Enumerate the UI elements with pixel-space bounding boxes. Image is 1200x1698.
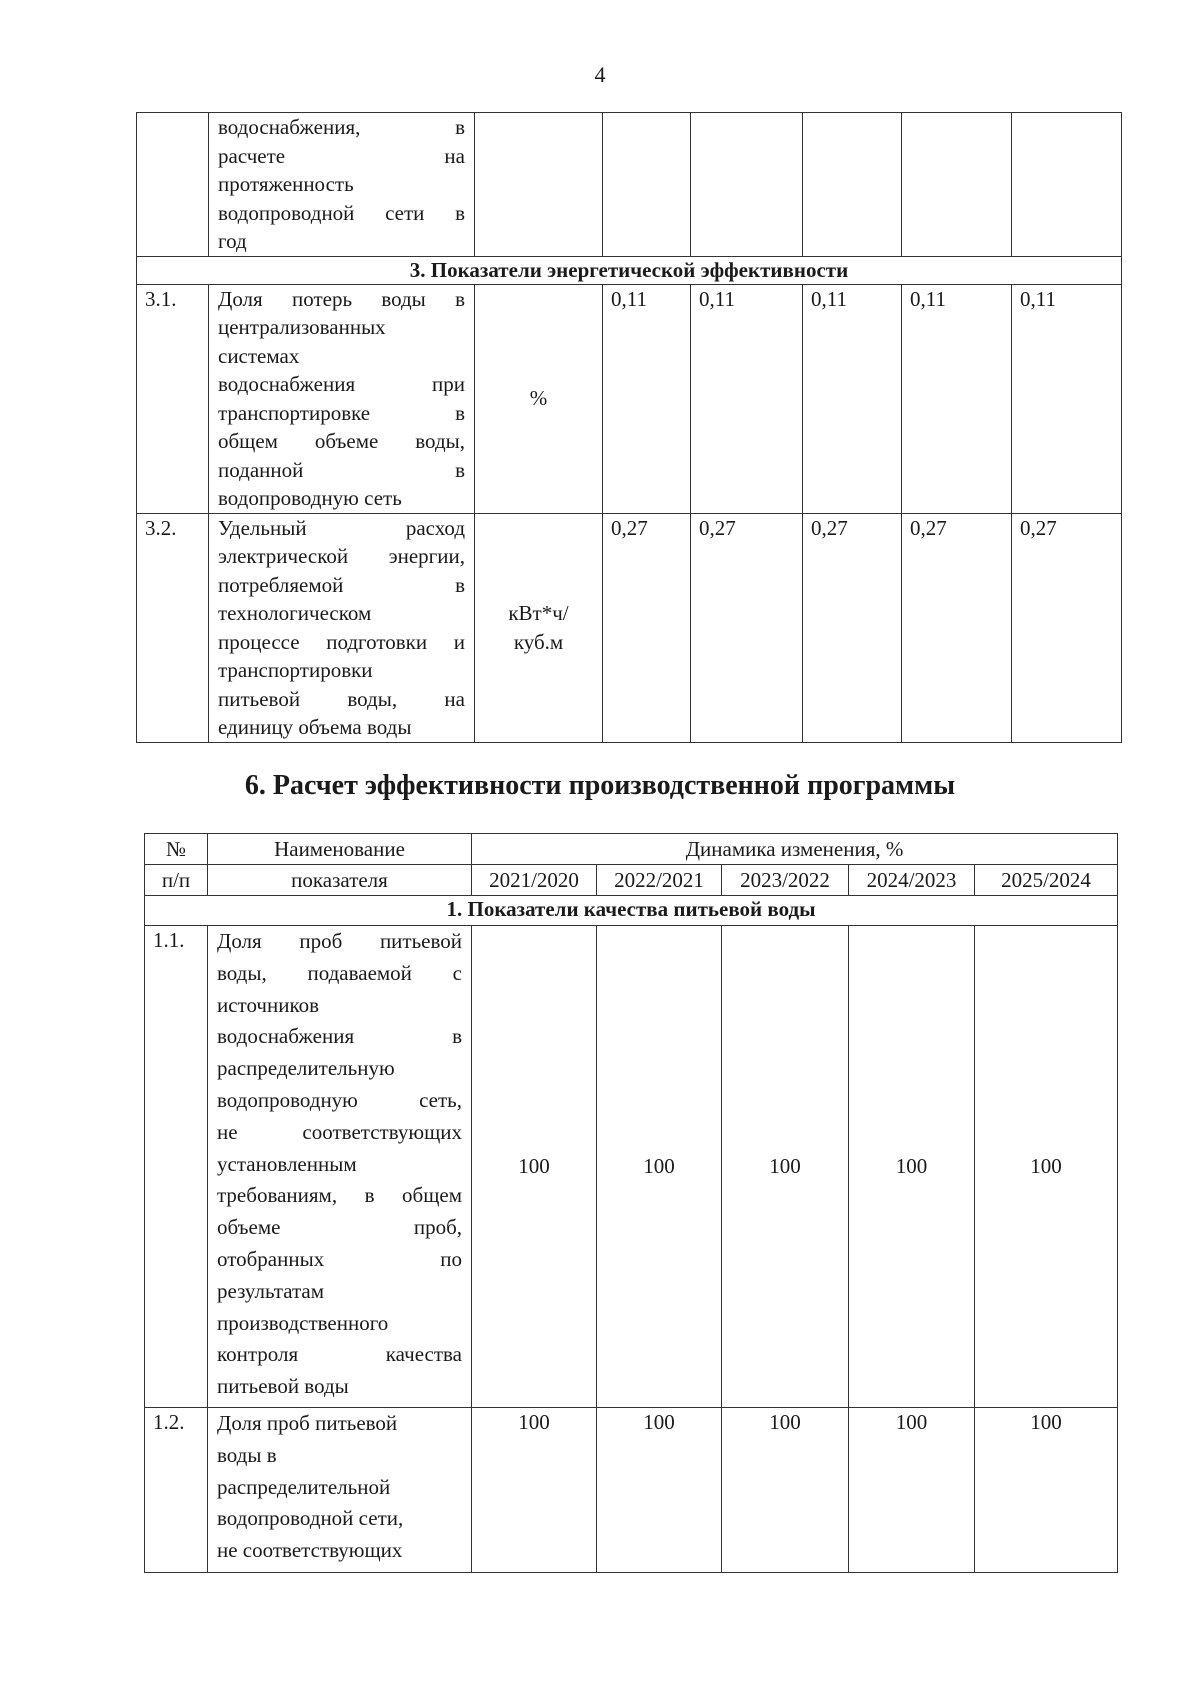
section-heading: 6. Расчет эффективности производственной программы (244, 770, 956, 801)
table-row (145, 926, 1118, 1408)
indicator-name-line: расчете на (218, 143, 465, 168)
indicator-name-cell (209, 513, 475, 742)
indicator-name-line: централизованных (218, 315, 386, 339)
indicator-name-line: Доля проб питьевой (217, 1411, 398, 1435)
value-cell: 100 (722, 926, 849, 1408)
year-header: 2022/2021 (597, 865, 722, 896)
value-cell: 100 (975, 1408, 1118, 1573)
indicator-name-line: поданной в (218, 457, 465, 482)
indicator-name-line: Удельный расход (218, 515, 465, 540)
indicator-name-line: водопроводную сеть (218, 486, 402, 510)
indicator-name-line: водопроводной сети, (217, 1506, 404, 1531)
indicator-name-cell (209, 113, 475, 257)
indicator-name-line: контроля качества (217, 1342, 462, 1367)
year-header: 2021/2020 (472, 865, 597, 896)
section-title: 1. Показатели качества питьевой воды (145, 896, 1118, 926)
indicator-name-line: воды, подаваемой с (217, 960, 462, 985)
indicator-name-line: электрической энергии, (218, 544, 465, 568)
num-header-line1: № (145, 834, 208, 865)
indicator-name-line: не соответствующих (217, 1119, 462, 1144)
indicator-name-line: источников (217, 992, 320, 1017)
indicator-name-line: Доля потерь воды в (218, 286, 465, 311)
indicator-name-line: требованиям, в общем (217, 1183, 462, 1208)
indicator-name-line: производственного (217, 1310, 389, 1335)
unit-line: кВт*ч/ (508, 601, 569, 625)
indicator-name-line: процессе подготовки и (218, 629, 465, 654)
indicator-name-cell (208, 926, 472, 1408)
table-row (137, 113, 1122, 257)
indicator-name-line: водопроводной сети в (218, 200, 465, 225)
value-cell: 100 (975, 926, 1118, 1408)
name-header-line2: показателя (208, 865, 472, 896)
indicator-name-line: транспортировке в (218, 400, 465, 425)
section-row (137, 256, 1122, 284)
value-cell: 0,27 (902, 513, 1012, 742)
year-header: 2025/2024 (975, 865, 1118, 896)
indicator-name-line: распределительной (217, 1474, 391, 1499)
indicators-table-continued (136, 112, 1122, 743)
value-cell: 0,27 (603, 513, 691, 742)
unit-cell (475, 513, 603, 742)
indicator-name-line: протяженность (218, 172, 354, 196)
indicator-name-line: не соответствующих (217, 1538, 403, 1563)
page-number: 4 (594, 62, 606, 87)
table-row (145, 1408, 1118, 1573)
value-cell: 0,27 (691, 513, 803, 742)
indicator-name-line: питьевой воды, на (218, 686, 465, 711)
dynamics-header: Динамика изменения, % (472, 834, 1118, 865)
row-number: 3.1. (137, 284, 209, 513)
indicator-name-line: технологическом (218, 601, 372, 625)
value-cell: 100 (597, 926, 722, 1408)
indicator-name-line: транспортировки (218, 658, 373, 682)
indicator-name-line: питьевой воды (217, 1374, 349, 1399)
value-cell: 100 (849, 926, 975, 1408)
header-row (145, 834, 1118, 865)
value-cell: 100 (849, 1408, 975, 1573)
header-row (145, 865, 1118, 896)
indicator-name-line: общем объеме воды, (218, 429, 465, 453)
indicator-name-cell (209, 284, 475, 513)
indicator-name-line: установленным (217, 1151, 357, 1176)
indicator-name-line: Доля проб питьевой (217, 929, 462, 953)
value-cell: 100 (472, 1408, 597, 1573)
table-row (137, 284, 1122, 513)
value-cell: 0,11 (1012, 284, 1122, 513)
indicator-name-line: год (218, 229, 247, 253)
value-cell: 0,11 (902, 284, 1012, 513)
unit-line: куб.м (513, 629, 564, 654)
value-cell: 0,11 (691, 284, 803, 513)
indicator-name-line: отобранных по (217, 1246, 462, 1271)
efficiency-table (144, 833, 1118, 1573)
indicator-name-line: водоснабжения в (217, 1024, 462, 1049)
year-header: 2023/2022 (722, 865, 849, 896)
row-number: 1.2. (145, 1408, 208, 1573)
indicator-name-line: водоснабжения, в (218, 115, 465, 139)
value-cell: 100 (472, 926, 597, 1408)
indicator-name-line: единицу объема воды (218, 715, 412, 739)
value-cell: 0,11 (603, 284, 691, 513)
indicator-name-line: объеме проб, (217, 1215, 462, 1240)
value-cell: 0,11 (803, 284, 902, 513)
row-number: 1.1. (145, 926, 208, 1408)
indicator-name-line: результатам (217, 1278, 325, 1303)
section-title: 3. Показатели энергетической эффективности (137, 256, 1122, 284)
unit-cell: % (475, 284, 603, 513)
indicator-name-cell (208, 1408, 472, 1573)
value-cell: 0,27 (803, 513, 902, 742)
num-header-line2: п/п (145, 865, 208, 896)
num-cell (137, 113, 209, 257)
value-cell: 100 (722, 1408, 849, 1573)
indicator-name-line: потребляемой в (218, 572, 465, 597)
value-cell: 100 (597, 1408, 722, 1573)
indicator-name-line: системах (218, 343, 300, 368)
indicator-name-line: водопроводную сеть, (217, 1087, 462, 1112)
indicator-name-line: водоснабжения при (218, 372, 465, 396)
value-cell: 0,27 (1012, 513, 1122, 742)
indicator-name-line: воды в (217, 1442, 277, 1467)
section-row (145, 896, 1118, 926)
indicator-name-line: распределительную (217, 1056, 395, 1081)
name-header-line1: Наименование (208, 834, 472, 865)
row-number: 3.2. (137, 513, 209, 742)
year-header: 2024/2023 (849, 865, 975, 896)
table-row (137, 513, 1122, 742)
